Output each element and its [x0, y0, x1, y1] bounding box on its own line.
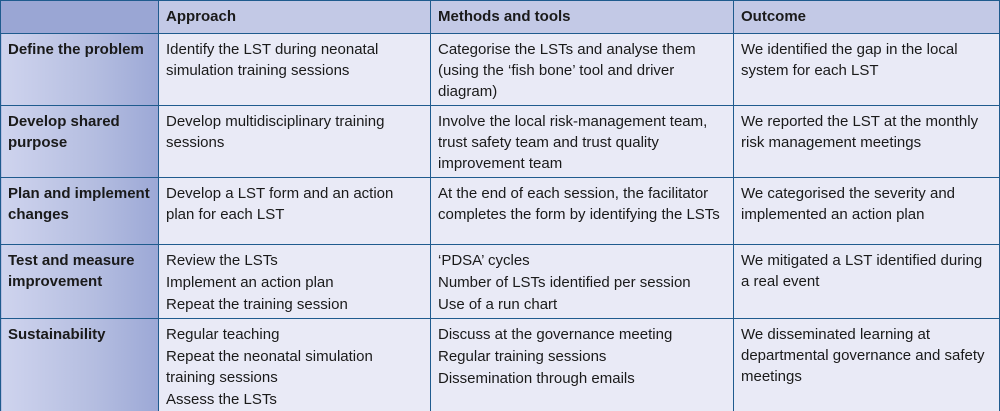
approach-item: Develop multidisciplinary training sessions [166, 113, 385, 151]
header-methods: Methods and tools [431, 1, 734, 34]
approach-item: Assess the LSTs [166, 391, 277, 408]
methods-item: Use of a run chart [438, 296, 558, 313]
header-row [1, 1, 1000, 34]
methods-item: Discuss at the governance meeting [438, 326, 673, 343]
outcome-cell [734, 34, 1000, 106]
methods-cell [431, 245, 734, 319]
methods-cell [431, 34, 734, 106]
row-label: Sustainability [1, 319, 159, 411]
approach-item: Implement an action plan [166, 274, 334, 291]
approach-cell [159, 34, 431, 106]
approach-item: Repeat the training session [166, 296, 348, 313]
outcome-cell [734, 319, 1000, 411]
outcome-cell [734, 178, 1000, 245]
approach-item: Review the LSTs [166, 252, 278, 269]
outcome-item: We categorised the severity and implemented an action plan [741, 185, 956, 223]
methods-cell [431, 178, 734, 245]
methods-item: Dissemination through emails [438, 370, 635, 387]
methods-cell [431, 319, 734, 411]
outcome-cell [734, 106, 1000, 178]
outcome-item: We mitigated a LST identified during a real event [741, 252, 983, 290]
approach-item: Identify the LST during neonatal simulation training sessions [166, 41, 379, 79]
approach-cell [159, 178, 431, 245]
table-row [1, 319, 1000, 411]
table-row [1, 106, 1000, 178]
row-label: Plan and implement changes [1, 178, 159, 245]
row-label: Develop shared purpose [1, 106, 159, 178]
approach-item: Regular teaching [166, 326, 280, 343]
outcome-item: We identified the gap in the local system for each LST [741, 41, 958, 79]
row-label: Define the problem [1, 34, 159, 106]
approach-cell [159, 245, 431, 319]
header-outcome: Outcome [734, 1, 1000, 34]
outcome-item: We reported the LST at the monthly risk management meetings [741, 113, 979, 151]
table-row [1, 34, 1000, 106]
table-row [1, 178, 1000, 245]
methods-cell [431, 106, 734, 178]
row-label: Test and measure improvement [1, 245, 159, 319]
outcome-item: We disseminated learning at departmental governance and safety meetings [741, 326, 985, 385]
methods-item: At the end of each session, the facilitator completes the form by identifying the LSTs [438, 185, 720, 223]
methods-item: Regular training sessions [438, 348, 607, 365]
methods-item: Categorise the LSTs and analyse them (using the ‘fish bone’ tool and driver diagram) [438, 41, 696, 100]
approach-item: Repeat the neonatal simulation training sessions [166, 348, 373, 386]
methods-item: Involve the local risk-management team, trust safety team and trust quality improvement team [438, 113, 708, 172]
approach-cell [159, 106, 431, 178]
approach-item: Develop a LST form and an action plan for each LST [166, 185, 394, 223]
table-row [1, 245, 1000, 319]
methods-item: ‘PDSA’ cycles [438, 252, 530, 269]
methods-item: Number of LSTs identified per session [438, 274, 691, 291]
header-approach: Approach [159, 1, 431, 34]
outcome-cell [734, 245, 1000, 319]
header-corner [1, 1, 159, 34]
approach-cell [159, 319, 431, 411]
